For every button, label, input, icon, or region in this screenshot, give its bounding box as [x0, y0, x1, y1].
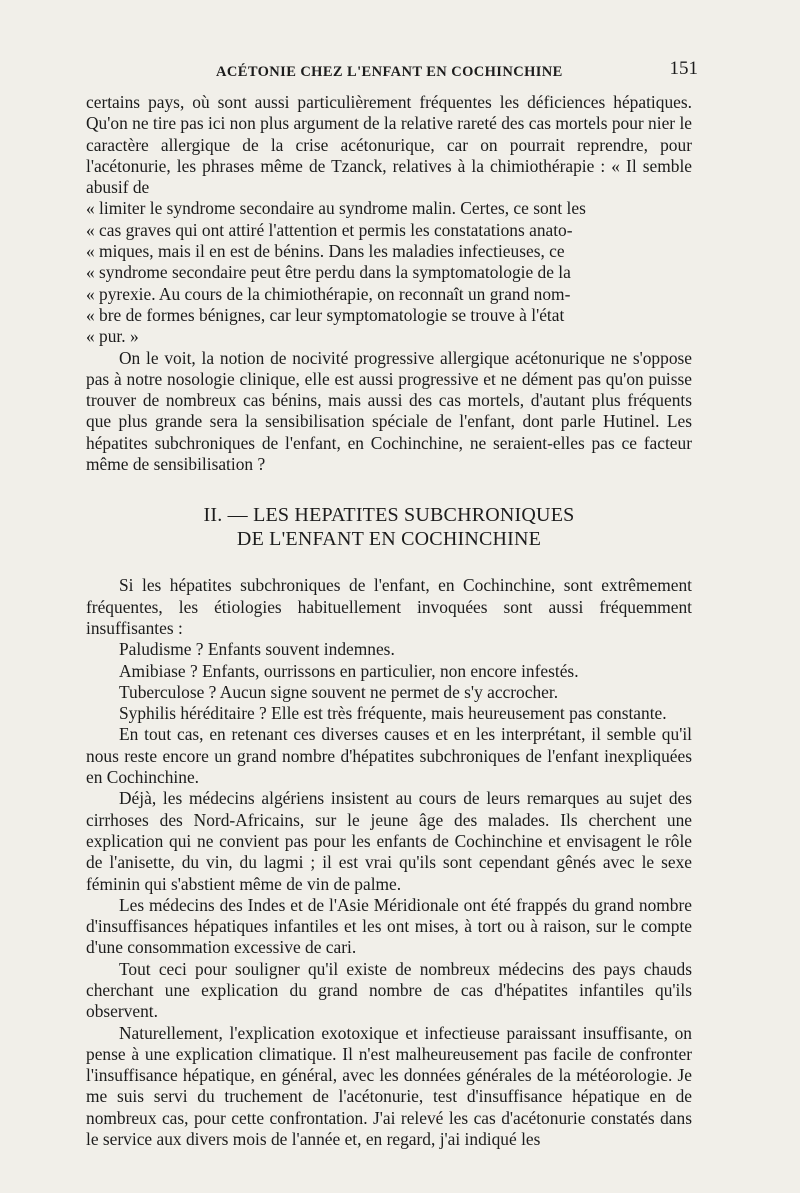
section-heading-line-2: DE L'ENFANT EN COCHINCHINE	[236, 528, 542, 551]
quote-line: « cas graves qui ont attiré l'attention et permis les constatations anato-	[86, 219, 573, 240]
paragraph-indes: Les médecins des Indes et de l'Asie Méridionale ont été frappés du grand nombre d'insuffisances hépatiques infantiles et les ont mises, à tort ou à raison, sur le compte d'une consommation excessive de cari.	[86, 894, 692, 958]
quote-line: « pur. »	[86, 326, 139, 347]
section-heading-line-1: II. — LES HEPATITES SUBCHRONIQUES	[203, 504, 575, 527]
paragraph-climatique: Naturellement, l'explication exotoxique et infectieuse paraissant insuffisante, on pense à une explication climatique. Il n'est malheureusement pas facile de confronter l'insuffisance hépatique, en général, avec les données générales de la météorologie. Je me suis servi du truchement de l'acétonurie, test d'insuffisance hépatique en de nombreux cas, pour cette confrontation. J'ai relevé les cas d'acétonurie constatés dans le service aux divers mois de l'année et, en regard, j'ai indiqué les	[86, 1022, 692, 1150]
paragraph-nocivite: On le voit, la notion de nocivité progressive allergique acétonurique ne s'oppose pas à notre nosologie clinique, elle est aussi progressive et ne dément pas qu'on puisse trouver de nombreux cas bénins, mais aussi des cas mortels, d'autant plus fréquents que plus grande sera la sensibilisation spéciale de l'enfant, dont parle Hutinel. Les hépatites subchroniques de l'enfant, en Cochinchine, ne seraient-elles pas ce facteur même de sensibilisation ?	[86, 347, 692, 475]
paragraph-pays-chauds: Tout ceci pour souligner qu'il existe de nombreux médecins des pays chauds cherchant une explication du grand nombre de cas d'hépatites infantiles qu'ils observent.	[86, 958, 692, 1022]
paragraph-algeriens: Déjà, les médecins algériens insistent au cours de leurs remarques au sujet des cirrhoses des Nord-Africains, sur le jeune âge des malades. Ils cherchent une explication qui ne convient pas pour les enfants de Cochinchine et envisagent le rôle de l'anisette, du vin, du lagmi ; il est vrai qu'ils sont cependant gênés avec le sexe féminin qui s'abstient même de vin de palme.	[86, 788, 692, 894]
tzanck-quote	[86, 198, 692, 347]
paragraph-inexpliquees: En tout cas, en retenant ces diverses causes et en les interprétant, il semble qu'il nous reste encore un grand nombre d'hépatites subchroniques de l'enfant inexpliquées en Cochinchine.	[86, 724, 692, 788]
etiology-item: Syphilis héréditaire ? Elle est très fréquente, mais heureusement pas constante.	[119, 703, 667, 724]
etiology-item: Amibiase ? Enfants, ourrissons en particulier, non encore infestés.	[119, 660, 579, 681]
quote-line: « syndrome secondaire peut être perdu dans la symptomatologie de la	[86, 262, 571, 283]
page-number: 151	[669, 58, 698, 79]
quote-line: « pyrexie. Au cours de la chimiothérapie, on reconnaît un grand nom-	[86, 283, 571, 304]
quote-line: « miques, mais il en est de bénins. Dans les maladies infectieuses, ce	[86, 241, 565, 262]
page-header	[86, 58, 700, 84]
section-heading	[86, 503, 692, 551]
etiology-item: Paludisme ? Enfants souvent indemnes.	[119, 639, 395, 660]
page-body	[86, 92, 692, 1150]
running-title: ACÉTONIE CHEZ L'ENFANT EN COCHINCHINE	[216, 64, 563, 80]
quote-line: « bre de formes bénignes, car leur symptomatologie se trouve à l'état	[86, 304, 565, 325]
quote-line: « limiter le syndrome secondaire au syndrome malin. Certes, ce sont les	[86, 198, 586, 219]
paragraph-intro: Si les hépatites subchroniques de l'enfant, en Cochinchine, sont extrêmement fréquentes, les étiologies habituellement invoquées sont aussi fréquemment insuffisantes :	[86, 575, 692, 638]
etiology-item: Tuberculose ? Aucun signe souvent ne permet de s'y accrocher.	[119, 681, 559, 702]
paragraph-continuation: certains pays, où sont aussi particulièrement fréquentes les déficiences hépatiques. Qu'on ne tire pas ici non plus argument de la relative rareté des cas mortels pour nier le caractère allergique de la crise acétonurique, car on pourrait reprendre, pour l'acétonurie, les phrases même de Tzanck, relatives à la chimiothérapie : « Il semble abusif de	[86, 92, 692, 198]
